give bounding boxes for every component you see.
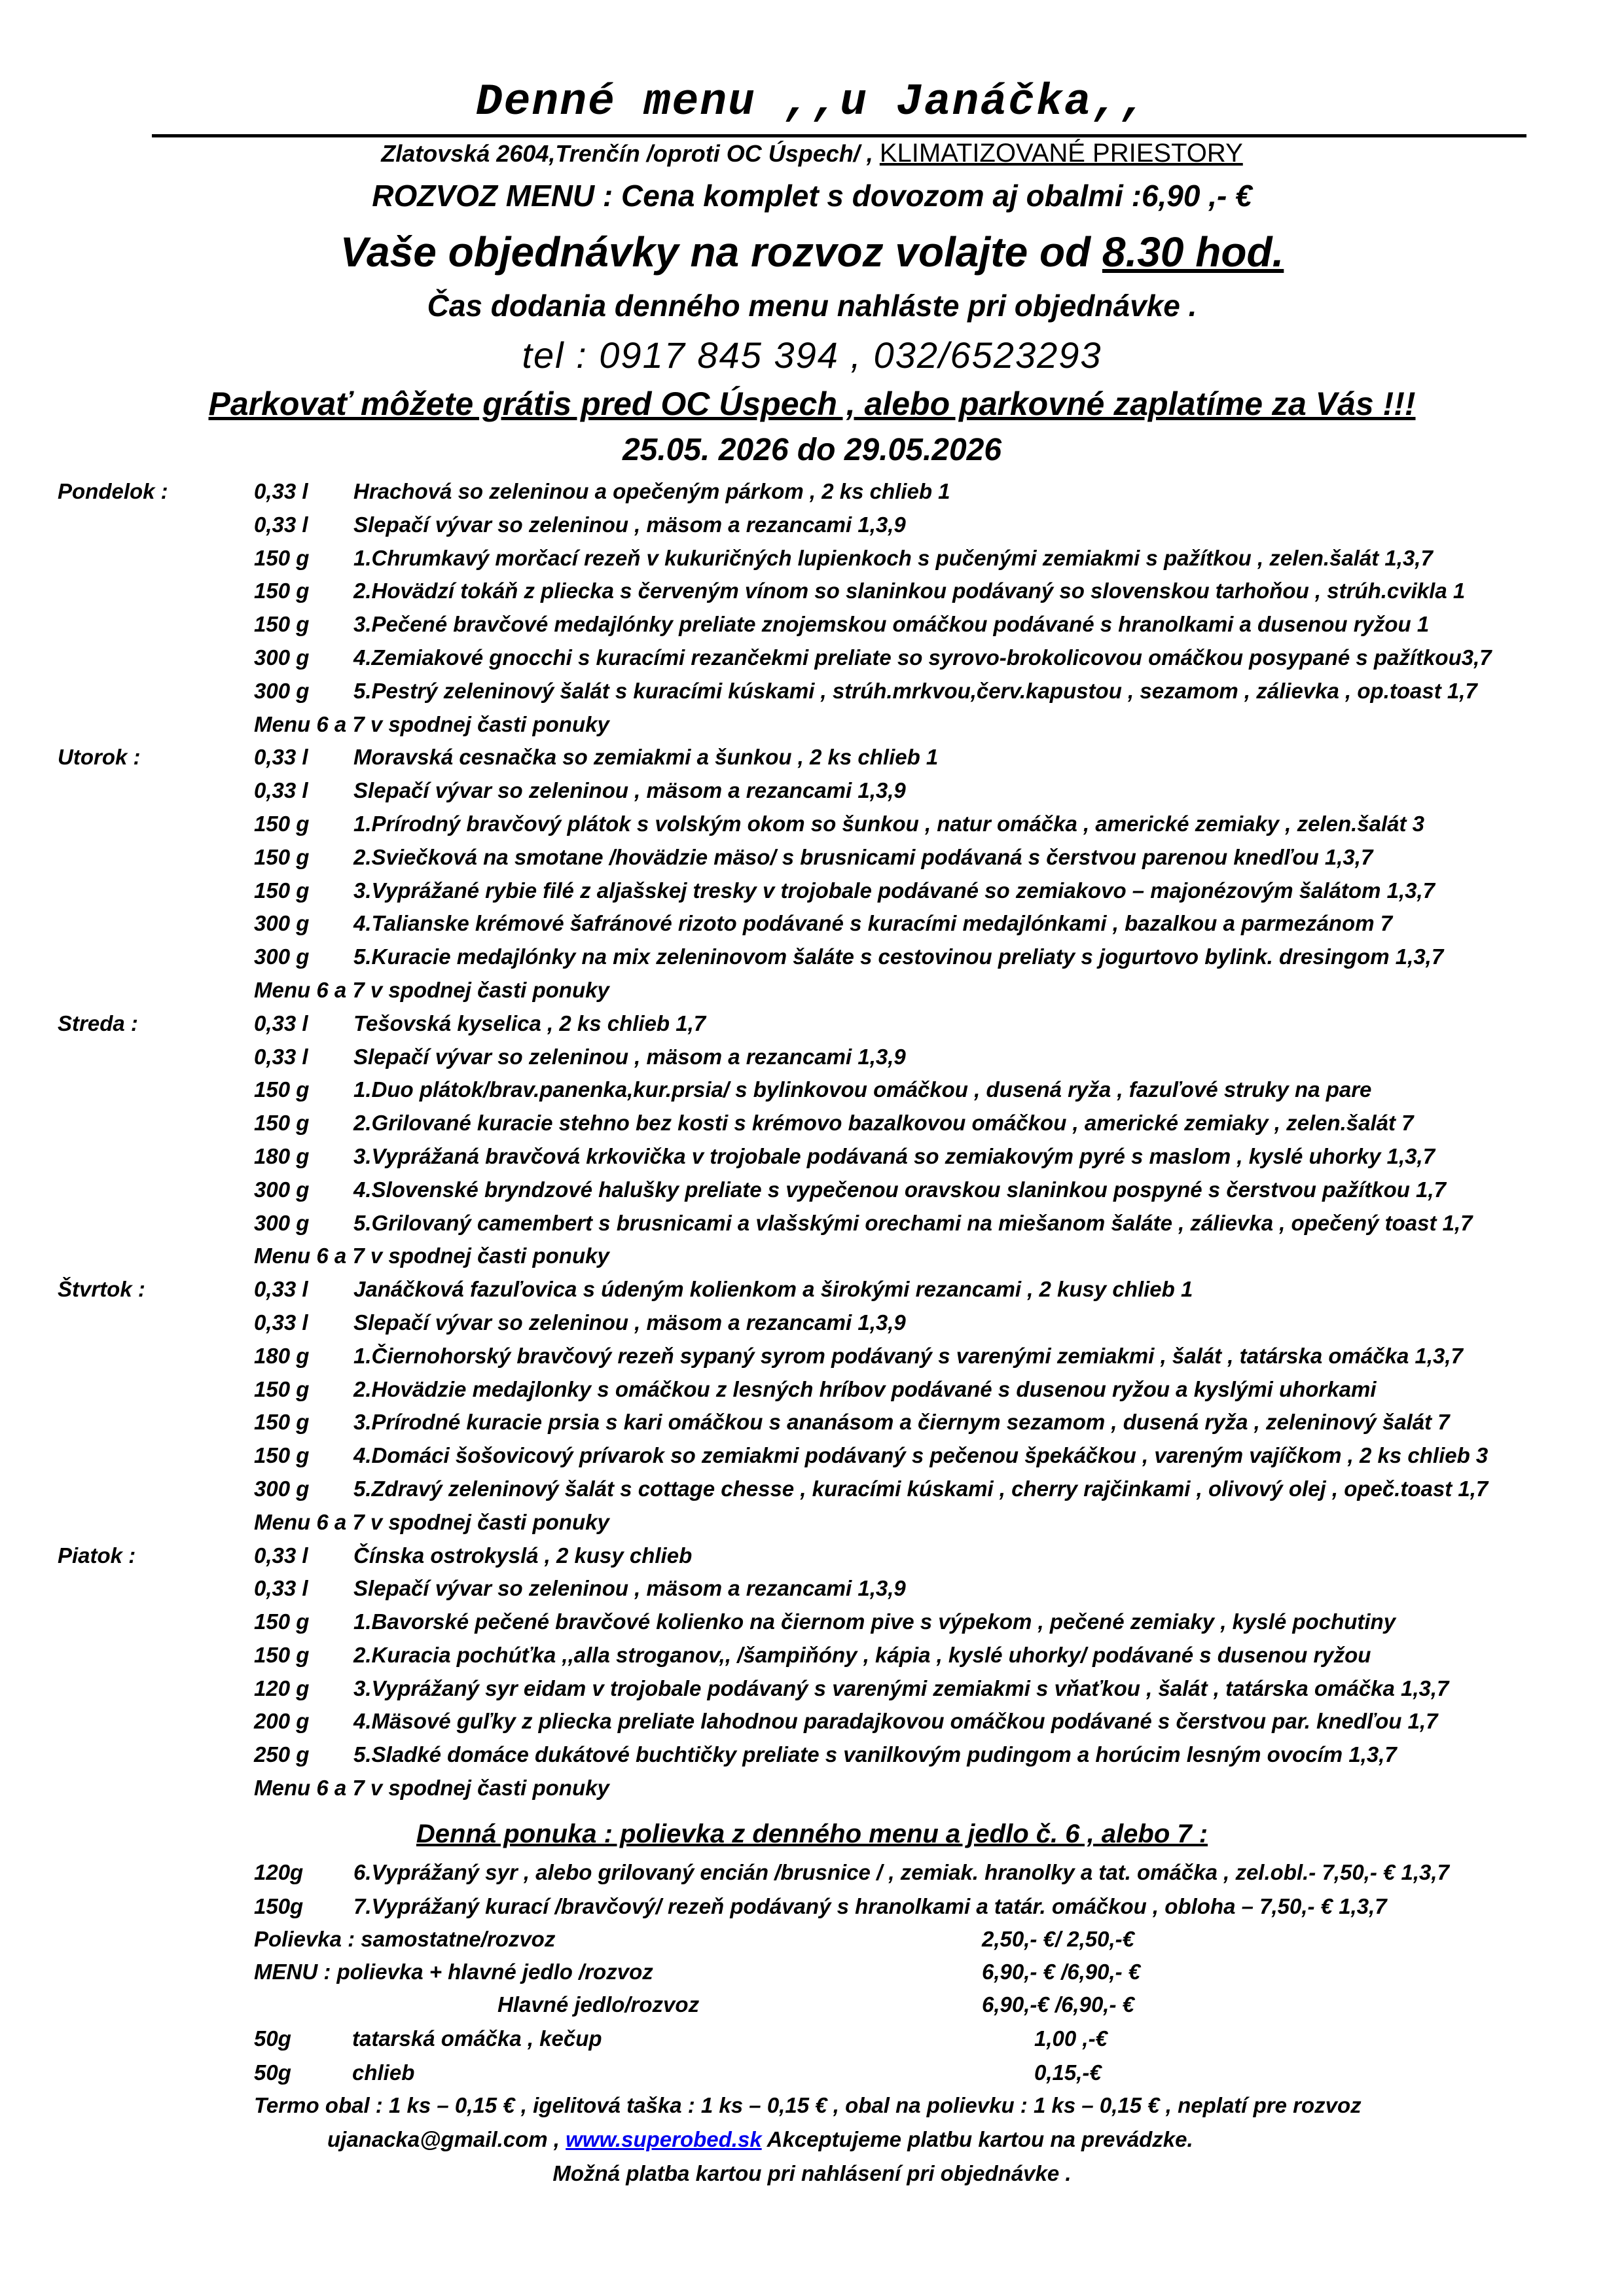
menu-note-row — [0, 1241, 1624, 1274]
menu-row — [0, 876, 1624, 909]
day-name: Streda : — [58, 1011, 138, 1035]
menu-note: Menu 6 a 7 v spodnej časti ponuky — [254, 1244, 609, 1268]
daily-offer-row — [0, 1894, 1624, 1927]
menu-row — [0, 776, 1624, 809]
menu-row — [0, 1374, 1624, 1408]
extra-label: tatarská omáčka , kečup — [352, 2026, 602, 2051]
menu-row — [0, 1141, 1624, 1175]
menu-row — [0, 1640, 1624, 1674]
item-desc: 5.Sladké domáce dukátové buchtičky preliate s vanilkovým pudingom a horúcim lesným ovocím 1,3,7 — [353, 1742, 1397, 1767]
item-qty: 300 g — [254, 1476, 310, 1501]
item-qty: 150 g — [254, 1443, 310, 1468]
menu-note: Menu 6 a 7 v spodnej časti ponuky — [254, 1776, 609, 1801]
item-qty: 0,33 l — [254, 1277, 308, 1302]
item-qty: 120 g — [254, 1676, 310, 1700]
price-label: MENU : polievka + hlavné jedlo /rozvoz — [254, 1960, 653, 1984]
item-qty: 150 g — [254, 612, 310, 637]
item-desc: 2.Hovädzí tokáň z pliecka s červeným vínom so slaninkou podávaný so slovenskou tarhoňou , strúh.cvikla 1 — [353, 579, 1466, 603]
item-qty: 150 g — [254, 1609, 310, 1634]
menu-row — [0, 942, 1624, 975]
item-qty: 300 g — [254, 911, 310, 936]
item-qty: 180 g — [254, 1343, 310, 1368]
item-desc: Tešovská kyselica , 2 ks chlieb 1,7 — [353, 1011, 706, 1035]
item-qty: 150g — [254, 1894, 304, 1918]
price-value: 2,50,- €/ 2,50,-€ — [982, 1927, 1134, 1951]
menu-row — [0, 1108, 1624, 1141]
address: Zlatovská 2604,Trenčín /oproti OC Úspech/ , — [381, 140, 873, 167]
item-desc: 1.Čiernohorský bravčový rezeň sypaný syrom podávaný s varenými zemiakmi , šalát , tatárska omáčka 1,3,7 — [353, 1343, 1463, 1368]
menu-row — [0, 676, 1624, 709]
item-desc: 3.Vyprážaná bravčová krkovička v trojobale podávaná so zemiakovým pyré s maslom , kyslé uhorky 1,3,7 — [353, 1143, 1435, 1168]
address-line — [0, 139, 1624, 168]
orders-prefix: Vaše objednávky na rozvoz volajte od — [340, 228, 1091, 276]
item-desc: Čínska ostrokyslá , 2 kusy chlieb — [353, 1543, 693, 1568]
item-desc: 6.Vyprážaný syr , alebo grilovaný encián /brusnice / , zemiak. hranolky a tat. omáčka , zel.obl.- 7,50,- € 1,3,7 — [353, 1860, 1449, 1884]
item-qty: 150 g — [254, 1642, 310, 1667]
item-qty: 0,33 l — [254, 1044, 308, 1069]
item-desc: 1.Prírodný bravčový plátok s volským okom so šunkou , natur omáčka , americké zemiaky , zelen.šalát 3 — [353, 811, 1425, 836]
item-desc: 3.Pečené bravčové medajlónky preliate znojemskou omáčkou podávané s hranolkami a dusenou ryžou 1 — [353, 612, 1430, 637]
menu-row — [0, 1341, 1624, 1374]
item-qty: 0,33 l — [254, 745, 308, 770]
item-desc: 2.Hovädzie medajlonky s omáčkou z lesných hríbov podávané s dusenou ryžou a kyslými uhorkami — [353, 1376, 1377, 1401]
item-qty: 300 g — [254, 645, 310, 670]
item-desc: 2.Kuracia pochúťka ,,alla stroganov,, /šampiňóny , kápia , kyslé uhorky/ podávané s dusenou ryžou — [353, 1642, 1371, 1667]
item-desc: 1.Chrumkavý morčací rezeň v kukuričných lupienkoch s pučenými zemiakmi s pažítkou , zelen.šalát 1,3,7 — [353, 545, 1433, 570]
menu-row — [0, 842, 1624, 876]
daily-offer-row — [0, 1860, 1624, 1893]
menu-note-row — [0, 1773, 1624, 1806]
menu-note-row — [0, 709, 1624, 743]
item-desc: 5.Kuracie medajlónky na mix zeleninovom šaláte s cestovinou preliaty s jogurtovo bylink. dresingom 1,3,7 — [353, 944, 1444, 969]
menu-row — [0, 1706, 1624, 1740]
item-desc: 2.Sviečková na smotane /hovädzie mäso/ s brusnicami podávaná s čerstvou parenou knedľou 1,3,7 — [353, 844, 1373, 869]
item-desc: 7.Vyprážaný kurací /bravčový/ rezeň podávaný s hranolkami a tatár. omáčkou , obloha – 7,50,- € 1,3,7 — [353, 1894, 1387, 1918]
extra-price: 1,00 ,-€ — [1034, 2026, 1108, 2051]
price-row — [0, 1992, 1624, 2025]
menu-dates: 25.05. 2026 do 29.05.2026 — [622, 433, 1002, 467]
day-name: Štvrtok : — [58, 1277, 145, 1302]
menu-row — [0, 609, 1624, 643]
price-value: 6,90,- € /6,90,- € — [982, 1960, 1141, 1984]
contact-line — [327, 2127, 1193, 2152]
item-qty: 0,33 l — [254, 479, 308, 503]
price-value: 6,90,-€ /6,90,- € — [982, 1992, 1134, 2017]
item-desc: 4.Slovenské bryndzové halušky preliate s vypečenou oravskou slaninkou pospyné s čerstvou pažítkou 1,7 — [353, 1177, 1446, 1202]
item-qty: 300 g — [254, 1177, 310, 1202]
card-onsite-note: Akceptujeme platbu kartou na prevádzke. — [767, 2127, 1193, 2151]
menu-note-row — [0, 1507, 1624, 1541]
extra-row — [0, 2060, 1624, 2093]
weekly-menu — [0, 476, 1624, 1806]
menu-note: Menu 6 a 7 v spodnej časti ponuky — [254, 977, 609, 1002]
price-label: Hlavné jedlo/rozvoz — [497, 1992, 700, 2017]
menu-row — [0, 908, 1624, 942]
menu-row — [0, 476, 1624, 510]
daily-offer-title: Denná ponuka : polievka z denného menu a jedlo č. 6 , alebo 7 : — [416, 1820, 1208, 1848]
item-desc: Moravská cesnačka so zemiakmi a šunkou , 2 ks chlieb 1 — [353, 745, 939, 770]
item-desc: 4.Mäsové guľky z pliecka preliate lahodnou paradajkovou omáčkou podávané s čerstvou par. knedľou 1,7 — [353, 1709, 1438, 1734]
price-label: Polievka : samostatne/rozvoz — [254, 1927, 556, 1951]
menu-row — [0, 1607, 1624, 1640]
menu-row — [0, 1042, 1624, 1075]
menu-row — [0, 543, 1624, 577]
day-name: Pondelok : — [58, 479, 168, 503]
item-qty: 150 g — [254, 545, 310, 570]
item-desc: 2.Grilované kuracie stehno bez kosti s krémovo bazalkovou omáčkou , americké zemiaky , zelen.šalát 7 — [353, 1111, 1414, 1136]
orders-time: 8.30 hod. — [1102, 228, 1284, 276]
extra-label: chlieb — [352, 2060, 415, 2085]
extra-row — [0, 2026, 1624, 2059]
item-qty: 0,33 l — [254, 1576, 308, 1601]
item-qty: 0,33 l — [254, 1543, 308, 1568]
item-desc: 4.Domáci šošovicový prívarok so zemiakmi podávaný s pečenou špekáčkou , vareným vajíčkom , 2 ks chlieb 3 — [353, 1443, 1489, 1468]
phone-numbers: tel : 0917 845 394 , 032/6523293 — [522, 334, 1102, 376]
item-qty: 300 g — [254, 1210, 310, 1235]
email: ujanacka@gmail.com , — [327, 2127, 560, 2151]
menu-row — [0, 1407, 1624, 1441]
item-desc: 5.Grilovaný camembert s brusnicami a vlašskými orechami na miešanom šaláte , zálievka , opečený toast 1,7 — [353, 1210, 1473, 1235]
item-qty: 0,33 l — [254, 1310, 308, 1335]
item-qty: 0,33 l — [254, 1011, 308, 1035]
item-desc: Slepačí vývar so zeleninou , mäsom a rezancami 1,3,9 — [353, 1044, 906, 1069]
air-conditioning: KLIMATIZOVANÉ PRIESTORY — [879, 139, 1243, 168]
item-qty: 150 g — [254, 579, 310, 603]
menu-row — [0, 1573, 1624, 1607]
extra-qty: 50g — [254, 2026, 291, 2051]
menu-row — [0, 510, 1624, 543]
menu-row — [0, 1474, 1624, 1507]
menu-row — [0, 1009, 1624, 1042]
parking-note: Parkovať môžete grátis pred OC Úspech , alebo parkovné zaplatíme za Vás !!! — [208, 386, 1416, 422]
price-row — [0, 1960, 1624, 1992]
menu-row — [0, 1541, 1624, 1574]
card-order-note: Možná platba kartou pri nahlásení pri objednávke . — [552, 2161, 1072, 2185]
menu-row — [0, 1308, 1624, 1341]
item-qty: 180 g — [254, 1143, 310, 1168]
item-desc: Hrachová so zeleninou a opečeným párkom , 2 ks chlieb 1 — [353, 479, 950, 503]
item-desc: 3.Vyprážané rybie filé z aljašskej tresky v trojobale podávané so zemiakovo – majonézovým šalátom 1,3,7 — [353, 878, 1435, 903]
item-qty: 250 g — [254, 1742, 310, 1767]
item-qty: 0,33 l — [254, 512, 308, 537]
item-desc: Janáčková fazuľovica s údeným kolienkom a širokými rezancami , 2 kusy chlieb 1 — [353, 1277, 1193, 1302]
item-desc: Slepačí vývar so zeleninou , mäsom a rezancami 1,3,9 — [353, 1576, 906, 1601]
item-qty: 300 g — [254, 678, 310, 703]
menu-row — [0, 1075, 1624, 1108]
website-link[interactable]: www.superobed.sk — [566, 2127, 762, 2151]
item-desc: Slepačí vývar so zeleninou , mäsom a rezancami 1,3,9 — [353, 512, 906, 537]
item-desc: Slepačí vývar so zeleninou , mäsom a rezancami 1,3,9 — [353, 778, 906, 803]
item-desc: 5.Pestrý zeleninový šalát s kuracími kúskami , strúh.mrkvou,červ.kapustou , sezamom , zálievka , op.toast 1,7 — [353, 678, 1477, 703]
item-qty: 150 g — [254, 1410, 310, 1435]
menu-row — [0, 1740, 1624, 1773]
item-desc: 3.Vyprážaný syr eidam v trojobale podávaný s varenými zemiakmi s vňaťkou , šalát , tatárska omáčka 1,3,7 — [353, 1676, 1449, 1700]
menu-row — [0, 809, 1624, 842]
title-underline — [152, 134, 1526, 137]
extra-qty: 50g — [254, 2060, 291, 2085]
delivery-time-note: Čas dodania denného menu nahláste pri objednávke . — [427, 289, 1197, 323]
item-desc: 5.Zdravý zeleninový šalát s cottage chesse , kuracími kúskami , cherry rajčinkami , olivový olej , opeč.toast 1,7 — [353, 1476, 1489, 1501]
menu-row — [0, 1274, 1624, 1308]
item-qty: 0,33 l — [254, 778, 308, 803]
item-qty: 150 g — [254, 1376, 310, 1401]
packaging-note: Termo obal : 1 ks – 0,15 € , igelitová taška : 1 ks – 0,15 € , obal na polievku : 1 ks – 0,15 € , neplatí pre rozvoz — [254, 2093, 1362, 2117]
day-name: Utorok : — [58, 745, 141, 770]
menu-note: Menu 6 a 7 v spodnej časti ponuky — [254, 711, 609, 736]
item-qty: 150 g — [254, 1111, 310, 1136]
menu-row — [0, 643, 1624, 676]
item-qty: 150 g — [254, 1077, 310, 1102]
item-qty: 200 g — [254, 1709, 310, 1734]
item-desc: 1.Duo plátok/brav.panenka,kur.prsia/ s bylinkovou omáčkou , dusená ryža , fazuľové struky na pare — [353, 1077, 1372, 1102]
item-qty: 150 g — [254, 878, 310, 903]
item-qty: 300 g — [254, 944, 310, 969]
day-name: Piatok : — [58, 1543, 136, 1568]
item-qty: 150 g — [254, 811, 310, 836]
item-qty: 150 g — [254, 844, 310, 869]
item-desc: 4.Talianske krémové šafránové rizoto podávané s kuracími medajlónkami , bazalkou a parmezánom 7 — [353, 911, 1393, 936]
item-desc: Slepačí vývar so zeleninou , mäsom a rezancami 1,3,9 — [353, 1310, 906, 1335]
delivery-price: ROZVOZ MENU : Cena komplet s dovozom aj obalmi :6,90 ,- € — [372, 179, 1252, 213]
item-desc: 4.Zemiakové gnocchi s kuracími rezančekmi preliate so syrovo-brokolicovou omáčkou posypané s pažítkou3,7 — [353, 645, 1492, 670]
item-desc: 1.Bavorské pečené bravčové kolienko na čiernom pive s výpekom , pečené zemiaky , kyslé pochutiny — [353, 1609, 1396, 1634]
menu-row — [0, 576, 1624, 609]
item-desc: 3.Prírodné kuracie prsia s kari omáčkou s ananásom a čiernym sezamom , dusená ryža , zeleninový šalát 7 — [353, 1410, 1450, 1435]
extra-price: 0,15,-€ — [1034, 2060, 1102, 2085]
price-row — [0, 1927, 1624, 1960]
menu-row — [0, 1208, 1624, 1242]
menu-row — [0, 1441, 1624, 1474]
menu-row — [0, 1674, 1624, 1707]
menu-note-row — [0, 975, 1624, 1009]
menu-row — [0, 1175, 1624, 1208]
orders-line — [0, 228, 1624, 276]
page-title: Denné menu ,,u Janáčka,, — [475, 77, 1149, 128]
menu-note: Menu 6 a 7 v spodnej časti ponuky — [254, 1509, 609, 1534]
item-qty: 120g — [254, 1860, 304, 1884]
menu-row — [0, 742, 1624, 776]
